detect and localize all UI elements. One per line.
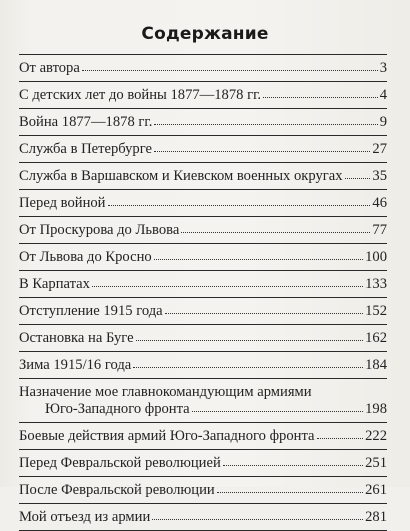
leader-dots <box>154 259 363 260</box>
toc-entry-label: От Проскурова до Львова <box>19 222 180 238</box>
leader-dots <box>108 205 371 206</box>
leader-dots <box>152 519 363 520</box>
toc-entry-page: 77 <box>372 222 387 238</box>
toc-entry <box>19 352 387 378</box>
toc-entry-label: Мой отъезд из армии <box>19 509 151 525</box>
toc-entry-page: 162 <box>365 330 387 346</box>
toc-entry-page: 100 <box>365 249 387 265</box>
toc-entry-label: Отступление 1915 года <box>19 303 163 319</box>
toc-entry <box>19 82 387 108</box>
toc-entry-page: 35 <box>372 168 387 184</box>
leader-dots <box>136 340 364 341</box>
leader-dots <box>181 232 370 233</box>
toc-entry-label: Боевые действия армий Юго-Западного фронта <box>19 428 315 444</box>
toc-entry <box>19 423 387 449</box>
toc-entry <box>19 271 387 297</box>
leader-dots <box>317 438 364 439</box>
toc-entry-page: 9 <box>379 114 387 130</box>
toc-entry-label: Назначение мое главнокомандующим армиями <box>19 384 312 400</box>
toc-entry <box>19 504 387 530</box>
toc-entry <box>19 163 387 189</box>
toc-entry-page: 46 <box>372 195 387 211</box>
toc-entry-page: 261 <box>365 482 387 498</box>
toc-entry-label: Перед войной <box>19 195 106 211</box>
leader-dots <box>217 492 363 493</box>
toc-entry <box>19 109 387 135</box>
toc-entry-page: 27 <box>372 141 387 157</box>
toc-entry-label: Война 1877—1878 гг. <box>19 114 153 130</box>
toc-entry-label: В Карпатах <box>19 276 90 292</box>
toc-entry <box>19 244 387 270</box>
toc-entry-page: 3 <box>379 60 387 76</box>
toc-entry <box>19 190 387 216</box>
toc-entry <box>19 298 387 324</box>
toc-entry <box>19 325 387 351</box>
leader-dots <box>154 124 377 125</box>
toc-entry-label: Перед Февральской революцией <box>19 455 221 471</box>
leader-dots <box>92 286 363 287</box>
toc-entry <box>19 217 387 243</box>
toc-entry-page: 184 <box>365 357 387 373</box>
toc-entry-label: С детских лет до войны 1877—1878 гг. <box>19 87 262 103</box>
leader-dots <box>192 411 363 412</box>
page-title: Содержание <box>141 24 269 44</box>
leader-dots <box>223 465 363 466</box>
toc-entry <box>19 379 387 422</box>
toc-entry <box>19 450 387 476</box>
toc-entry-label: Зима 1915/16 года <box>19 357 132 373</box>
toc-list <box>19 54 387 531</box>
toc-entry <box>19 55 387 81</box>
leader-dots <box>263 97 378 98</box>
leader-dots <box>345 178 371 179</box>
leader-dots <box>82 70 378 71</box>
toc-entry-page: 251 <box>365 455 387 471</box>
toc-entry-page: 4 <box>379 87 387 103</box>
toc-entry-page: 198 <box>365 401 387 417</box>
toc-entry-label: Служба в Петербурге <box>19 141 153 157</box>
leader-dots <box>165 313 364 314</box>
toc-entry-page: 222 <box>365 428 387 444</box>
toc-entry-label: Служба в Варшавском и Киевском военных округах <box>19 168 343 184</box>
toc-entry-label: Остановка на Буге <box>19 330 134 346</box>
toc-entry-page: 133 <box>365 276 387 292</box>
toc-entry-page: 281 <box>365 509 387 525</box>
toc-entry-label-continued: Юго-Западного фронта <box>45 401 190 417</box>
leader-dots <box>154 151 370 152</box>
toc-entry-label: После Февральской революции <box>19 482 215 498</box>
toc-entry-label: От Львова до Кросно <box>19 249 152 265</box>
toc-entry-label: От автора <box>19 60 80 76</box>
toc-entry <box>19 136 387 162</box>
toc-entry <box>19 477 387 503</box>
toc-entry-page: 152 <box>365 303 387 319</box>
leader-dots <box>133 367 363 368</box>
